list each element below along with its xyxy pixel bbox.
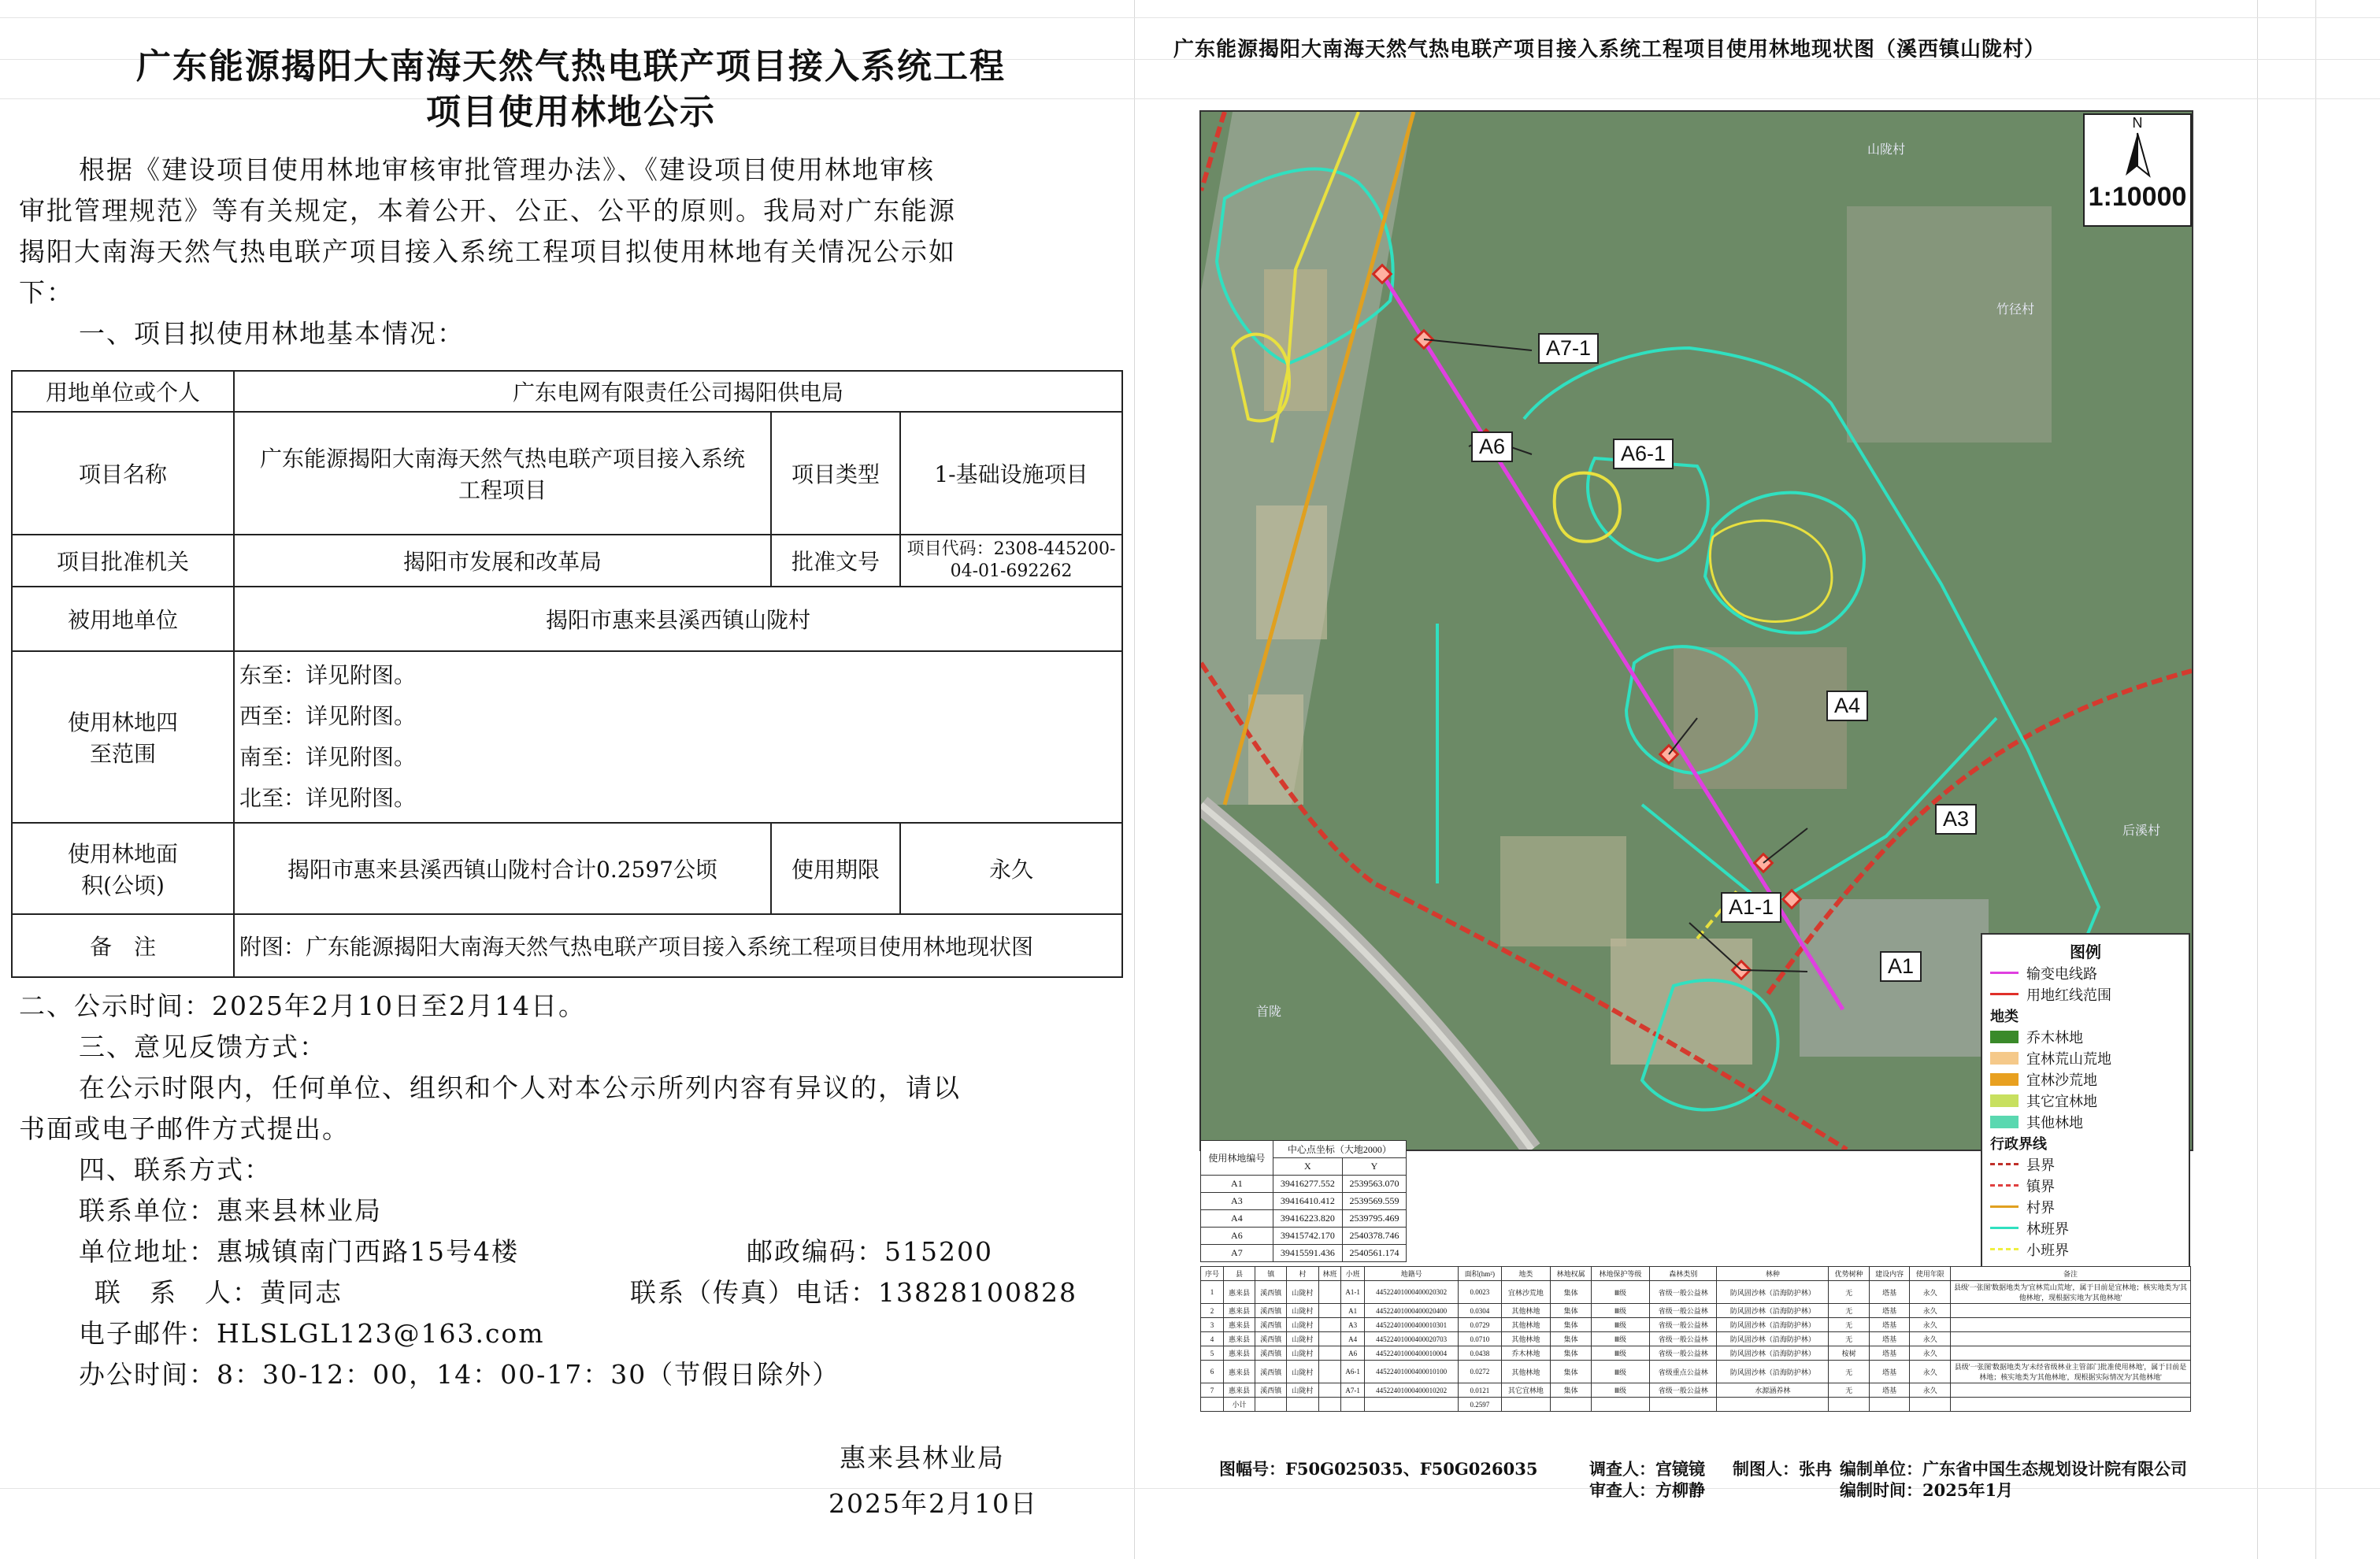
- table-label: 使用林地四至范围: [12, 651, 234, 823]
- table-cell: A6: [1341, 1346, 1365, 1361]
- table-cell: 44522401000400010100: [1364, 1361, 1458, 1383]
- intro-line: 审批管理规范》等有关规定，本着公开、公正、公平的原则。我局对广东能源: [19, 195, 956, 226]
- table-cell: 山陇村: [1287, 1318, 1318, 1332]
- class-swatch: [1990, 1094, 2019, 1107]
- table-cell: 集体: [1551, 1361, 1592, 1383]
- table-cell: 山陇村: [1287, 1383, 1318, 1398]
- table-cell: 44522401000400020703: [1364, 1332, 1458, 1346]
- table-cell: [1869, 1398, 1910, 1412]
- tower-label-a1-1[interactable]: A1-1: [1721, 892, 1781, 923]
- boundary-west: 西至：详见附图。: [239, 703, 417, 729]
- legend-item: 宜林荒山荒地: [1982, 1047, 2189, 1068]
- table-cell: Ⅲ级: [1591, 1346, 1649, 1361]
- contact-email: 电子邮件：HLSLGL123@163.com: [79, 1318, 545, 1349]
- tower-label-a1[interactable]: A1: [1880, 951, 1922, 982]
- table-cell: 溪西镇: [1255, 1346, 1287, 1361]
- table-value: 1-基础设施项目: [900, 412, 1122, 535]
- map-title: 广东能源揭阳大南海天然气热电联产项目接入系统工程项目使用林地现状图（溪西镇山陇村）: [1173, 38, 2046, 61]
- table-cell: 防风固沙林（沿海防护林）: [1717, 1361, 1829, 1383]
- table-value: 广东电网有限责任公司揭阳供电局: [234, 371, 1122, 412]
- table-cell: [1717, 1398, 1829, 1412]
- table-cell: 集体: [1551, 1318, 1592, 1332]
- table-cell: [1551, 1398, 1592, 1412]
- table-value: 广东能源揭阳大南海天然气热电联产项目接入系统工程项目: [234, 412, 771, 535]
- table-label: 项目类型: [771, 412, 900, 535]
- table-row: [1201, 1383, 2191, 1398]
- table-cell: 桉树: [1829, 1346, 1870, 1361]
- table-value: 揭阳市惠来县溪西镇山陇村合计0.2597公顷: [234, 823, 771, 914]
- table-cell: 惠来县: [1223, 1318, 1255, 1332]
- table-cell: 小计: [1223, 1398, 1255, 1412]
- table-cell: 省级一般公益林: [1649, 1318, 1716, 1332]
- sheet-gridline: [2315, 0, 2316, 1559]
- legend-item: 其他林地: [1982, 1111, 2189, 1132]
- table-cell: 溪西镇: [1255, 1318, 1287, 1332]
- table-row: [1201, 1398, 2191, 1412]
- table-label: 被用地单位: [12, 587, 234, 651]
- reviewer: 审查人：方柳静: [1589, 1480, 1705, 1500]
- coord-header: 使用林地编号: [1201, 1141, 1273, 1176]
- table-cell: 其它宜林地: [1501, 1383, 1551, 1398]
- table-cell: 惠来县: [1223, 1383, 1255, 1398]
- table-label: 批准文号: [771, 535, 900, 587]
- table-cell: A7-1: [1341, 1383, 1365, 1398]
- table-cell: 44522401000400020302: [1364, 1281, 1458, 1304]
- table-cell: [1364, 1398, 1458, 1412]
- table-label: 使用期限: [771, 823, 900, 914]
- tower-label-a3[interactable]: A3: [1935, 804, 1977, 835]
- table-cell: 3: [1201, 1318, 1224, 1332]
- intro-line: 根据《建设项目使用林地审核审批管理办法》、《建设项目使用林地审核: [79, 154, 935, 185]
- table-cell: 省级一般公益林: [1649, 1346, 1716, 1361]
- table-cell: 山陇村: [1287, 1332, 1318, 1346]
- sheet-gridline: [0, 17, 2380, 18]
- compiling-unit: 编制单位：广东省中国生态规划设计院有限公司: [1840, 1459, 2187, 1479]
- table-header-cell: 林种: [1717, 1267, 1829, 1281]
- table-cell: 山陇村: [1287, 1304, 1318, 1318]
- feedback-text: 在公示时限内，任何单位、组织和个人对本公示所列内容有异议的，请以: [79, 1072, 961, 1103]
- table-header-cell: 建设内容: [1869, 1267, 1910, 1281]
- table-cell: [1318, 1318, 1341, 1332]
- tower-label-a6-1[interactable]: A6-1: [1613, 439, 1674, 469]
- table-cell: 塔基: [1869, 1281, 1910, 1304]
- table-cell: 44522401000400020400: [1364, 1304, 1458, 1318]
- intro-line: 揭阳大南海天然气热电联产项目接入系统工程项目拟使用林地有关情况公示如: [19, 236, 956, 267]
- table-cell: 省级一般公益林: [1649, 1281, 1716, 1304]
- office-hours: 办公时间：8：30-12：00，14：00-17：30（节假日除外）: [79, 1359, 840, 1390]
- table-cell: [1649, 1398, 1716, 1412]
- table-header-cell: 备注: [1951, 1267, 2191, 1281]
- coord-header: Y: [1342, 1158, 1406, 1176]
- signature: 惠来县林业局: [840, 1442, 1005, 1473]
- table-row: A1 39416277.552 2539563.070: [1201, 1176, 1407, 1193]
- table-cell: Ⅲ级: [1591, 1332, 1649, 1346]
- sheet-number: 图幅号：F50G025035、F50G026035: [1219, 1459, 1538, 1479]
- table-cell: 塔基: [1869, 1361, 1910, 1383]
- table-cell: 集体: [1551, 1281, 1592, 1304]
- feedback-text: 书面或电子邮件方式提出。: [19, 1113, 350, 1144]
- table-row: [1201, 1332, 2191, 1346]
- table-cell: [1318, 1383, 1341, 1398]
- table-cell: 永久: [1910, 1361, 1951, 1383]
- table-cell: [1201, 1398, 1224, 1412]
- table-value: 项目代码：2308-445200-04-01-692262: [900, 535, 1122, 587]
- table-cell: 塔基: [1869, 1383, 1910, 1398]
- table-cell: 防风固沙林（沿海防护林）: [1717, 1304, 1829, 1318]
- table-value: 永久: [900, 823, 1122, 914]
- table-value: 揭阳市发展和改革局: [234, 535, 771, 587]
- table-cell: 0.0121: [1459, 1383, 1501, 1398]
- table-cell: 溪西镇: [1255, 1383, 1287, 1398]
- table-cell: 无: [1829, 1304, 1870, 1318]
- sheet-gridline: [2257, 0, 2258, 1559]
- table-cell: Ⅲ级: [1591, 1318, 1649, 1332]
- table-cell: 惠来县: [1223, 1332, 1255, 1346]
- boundary-swatch: [1990, 1205, 2019, 1208]
- table-cell: A3: [1341, 1318, 1365, 1332]
- line-route-swatch: [1990, 972, 2019, 974]
- notice-title-line2: 项目使用林地公示: [426, 92, 716, 132]
- place-name: 竹径村: [1996, 303, 2035, 317]
- place-name: 山陇村: [1867, 143, 1906, 157]
- table-cell: 0.0272: [1459, 1361, 1501, 1383]
- table-row: [1201, 1346, 2191, 1361]
- table-header-cell: 林地保护等级: [1591, 1267, 1649, 1281]
- table-cell: 惠来县: [1223, 1281, 1255, 1304]
- table-row: [1201, 1304, 2191, 1318]
- table-cell: 1: [1201, 1281, 1224, 1304]
- north-arrow-icon: [2085, 131, 2190, 179]
- table-header-cell: 优势树种: [1829, 1267, 1870, 1281]
- table-row: A3 39416410.412 2539569.559: [1201, 1193, 1407, 1210]
- table-cell: A4: [1341, 1332, 1365, 1346]
- sheet-gridline: [0, 1488, 2380, 1489]
- table-cell: 县级'一张图'数据地类为'宜林荒山荒地'，属于目前是宜林地；核实地类为'其他林地'，现根据实地为'其他林地': [1951, 1281, 2191, 1304]
- legend-section: 行政界线: [1990, 1135, 2047, 1153]
- center-coordinate-table: [1200, 1140, 1407, 1262]
- place-name: 首陇: [1256, 1005, 1282, 1019]
- parcel-detail-table: [1200, 1266, 2191, 1412]
- table-row: A6 39415742.170 2540378.746: [1201, 1228, 1407, 1245]
- legend-item: 小班界: [1982, 1239, 2189, 1260]
- tower-label-a7-1[interactable]: A7-1: [1538, 333, 1599, 364]
- table-cell: 省级重点公益林: [1649, 1361, 1716, 1383]
- contact-person: 联 系 人：黄同志: [95, 1277, 343, 1308]
- table-cell: Ⅲ级: [1591, 1383, 1649, 1398]
- table-cell: 6: [1201, 1361, 1224, 1383]
- table-cell: 防风固沙林（沿海防护林）: [1717, 1346, 1829, 1361]
- section-heading: 三、意见反馈方式：: [79, 1031, 327, 1062]
- table-cell: 省级一般公益林: [1649, 1383, 1716, 1398]
- intro-line: 下：: [19, 277, 74, 308]
- contact-address: 单位地址：惠城镇南门西路15号4楼: [79, 1236, 519, 1267]
- table-cell: 永久: [1910, 1383, 1951, 1398]
- table-cell: Ⅲ级: [1591, 1281, 1649, 1304]
- table-cell: [1318, 1346, 1341, 1361]
- table-cell: 无: [1829, 1281, 1870, 1304]
- map-legend: [1981, 933, 2190, 1271]
- legend-item: 林班界: [1982, 1217, 2189, 1239]
- table-header-cell: 面积(hm²): [1459, 1267, 1501, 1281]
- table-cell: [1951, 1398, 2191, 1412]
- contact-phone: 联系（传真）电话：13828100828: [630, 1277, 1077, 1308]
- table-cell: 0.2597: [1459, 1398, 1501, 1412]
- table-cell: 永久: [1910, 1304, 1951, 1318]
- table-cell: [1829, 1398, 1870, 1412]
- table-cell: 无: [1829, 1318, 1870, 1332]
- legend-item: 宜林沙荒地: [1982, 1068, 2189, 1090]
- table-cell: [1255, 1398, 1287, 1412]
- table-cell: Ⅲ级: [1591, 1304, 1649, 1318]
- table-cell: 5: [1201, 1346, 1224, 1361]
- drafter: 制图人：张冉: [1733, 1459, 1832, 1479]
- boundary-north: 北至：详见附图。: [239, 785, 417, 811]
- table-header-cell: 小班: [1341, 1267, 1365, 1281]
- table-row: [1201, 1318, 2191, 1332]
- section-heading: 一、项目拟使用林地基本情况：: [79, 318, 465, 349]
- table-cell: 溪西镇: [1255, 1332, 1287, 1346]
- legend-item: 村界: [1982, 1196, 2189, 1217]
- table-header-cell: 使用年限: [1910, 1267, 1951, 1281]
- table-header-cell: 地类: [1501, 1267, 1551, 1281]
- table-cell: 塔基: [1869, 1332, 1910, 1346]
- compiling-date: 编制时间：2025年1月: [1840, 1480, 2014, 1500]
- boundary-east: 东至：详见附图。: [239, 662, 417, 688]
- table-cell: 宜林沙荒地: [1501, 1281, 1551, 1304]
- table-cell: 塔基: [1869, 1304, 1910, 1318]
- table-label: 用地单位或个人: [12, 371, 234, 412]
- table-cell: 0.0729: [1459, 1318, 1501, 1332]
- north-arrow-box: [2083, 113, 2192, 227]
- class-swatch: [1990, 1116, 2019, 1128]
- table-header-cell: 森林类别: [1649, 1267, 1716, 1281]
- legend-item: 县界: [1982, 1154, 2189, 1175]
- land-use-info-table: [11, 370, 1123, 978]
- table-cell: 7: [1201, 1383, 1224, 1398]
- table-header-cell: 镇: [1255, 1267, 1287, 1281]
- table-cell: 其他林地: [1501, 1332, 1551, 1346]
- table-label: 项目名称: [12, 412, 234, 535]
- table-cell: [1318, 1398, 1341, 1412]
- table-cell: 永久: [1910, 1318, 1951, 1332]
- legend-item: 乔木林地: [1982, 1026, 2189, 1047]
- legend-section: 地类: [1990, 1008, 2019, 1025]
- table-cell: 永久: [1910, 1281, 1951, 1304]
- tower-label-a4[interactable]: A4: [1826, 691, 1868, 721]
- table-cell: [1591, 1398, 1649, 1412]
- table-cell: 溪西镇: [1255, 1281, 1287, 1304]
- table-cell: 山陇村: [1287, 1346, 1318, 1361]
- boundary-south: 南至：详见附图。: [239, 744, 417, 770]
- table-header-cell: 村: [1287, 1267, 1318, 1281]
- contact-unit: 联系单位：惠来县林业局: [79, 1195, 382, 1226]
- table-cell: 塔基: [1869, 1318, 1910, 1332]
- table-cell: 无: [1829, 1332, 1870, 1346]
- table-cell: 其他林地: [1501, 1304, 1551, 1318]
- table-cell: 防风固沙林（沿海防护林）: [1717, 1332, 1829, 1346]
- legend-item: 镇界: [1982, 1175, 2189, 1196]
- table-cell: 县级'一张图'数据地类为'未经省级林业主管部门批准使用林地'，属于目前是林地；核实地类为'其他林地'，现根据实际情况为'其他林地': [1951, 1361, 2191, 1383]
- table-cell: 山陇村: [1287, 1361, 1318, 1383]
- class-swatch: [1990, 1073, 2019, 1086]
- table-cell: 永久: [1910, 1346, 1951, 1361]
- table-cell: 集体: [1551, 1383, 1592, 1398]
- class-swatch: [1990, 1052, 2019, 1065]
- table-cell: 乔木林地: [1501, 1346, 1551, 1361]
- notice-date: 2025年2月10日: [829, 1488, 1038, 1519]
- class-swatch: [1990, 1031, 2019, 1043]
- table-cell: 省级一般公益林: [1649, 1332, 1716, 1346]
- table-cell: 溪西镇: [1255, 1361, 1287, 1383]
- table-cell: [1318, 1332, 1341, 1346]
- north-label: N: [2132, 115, 2143, 131]
- table-cell: 4: [1201, 1332, 1224, 1346]
- table-cell: [1951, 1383, 2191, 1398]
- table-cell: 集体: [1551, 1346, 1592, 1361]
- section-heading: 四、联系方式：: [79, 1154, 272, 1185]
- notice-title-line1: 广东能源揭阳大南海天然气热电联产项目接入系统工程: [136, 46, 1006, 87]
- table-cell: 44522401000400010301: [1364, 1318, 1458, 1332]
- table-cell: 0.0710: [1459, 1332, 1501, 1346]
- boundary-swatch: [1990, 1227, 2019, 1229]
- table-row: A4 39416223.820 2539795.469: [1201, 1210, 1407, 1228]
- legend-item: 用地红线范围: [1982, 983, 2189, 1005]
- table-cell: 惠来县: [1223, 1304, 1255, 1318]
- sheet-gridline: [1134, 0, 1135, 1559]
- table-cell: 44522401000400010004: [1364, 1346, 1458, 1361]
- table-cell: 0.0023: [1459, 1281, 1501, 1304]
- boundary-swatch: [1990, 1184, 2019, 1187]
- red-line-swatch: [1990, 993, 2019, 995]
- table-cell: A1: [1341, 1304, 1365, 1318]
- table-cell: Ⅲ级: [1591, 1361, 1649, 1383]
- table-header-cell: 地籍号: [1364, 1267, 1458, 1281]
- table-header-cell: 林地权属: [1551, 1267, 1592, 1281]
- table-header-cell: 林班: [1318, 1267, 1341, 1281]
- table-cell: [1951, 1304, 2191, 1318]
- table-cell: [1318, 1304, 1341, 1318]
- section-heading: 二、公示时间：2025年2月10日至2月14日。: [19, 991, 586, 1021]
- table-value: 揭阳市惠来县溪西镇山陇村: [234, 587, 1122, 651]
- table-cell: [1951, 1332, 2191, 1346]
- legend-title: 图例: [2070, 942, 2101, 961]
- coord-header: 中心点坐标（大地2000）: [1273, 1141, 1406, 1158]
- table-value: 附图：广东能源揭阳大南海天然气热电联产项目接入系统工程项目使用林地现状图: [234, 914, 1122, 977]
- table-header-row: [1201, 1267, 2191, 1281]
- table-label: 使用林地面积(公顷): [12, 823, 234, 914]
- table-row: [1201, 1281, 2191, 1304]
- table-cell: 无: [1829, 1383, 1870, 1398]
- tower-label-a6[interactable]: A6: [1471, 431, 1513, 462]
- table-cell: [1318, 1281, 1341, 1304]
- table-cell: 44522401000400010202: [1364, 1383, 1458, 1398]
- map-scale: 1:10000: [2088, 182, 2187, 212]
- surveyor: 调查人：宫镜镜: [1589, 1459, 1705, 1479]
- table-cell: 惠来县: [1223, 1361, 1255, 1383]
- table-cell: [1910, 1398, 1951, 1412]
- boundary-cell: [234, 651, 1122, 823]
- table-cell: 防风固沙林（沿海防护林）: [1717, 1318, 1829, 1332]
- table-cell: 无: [1829, 1361, 1870, 1383]
- table-cell: [1341, 1398, 1365, 1412]
- table-cell: 永久: [1910, 1332, 1951, 1346]
- table-header-cell: 县: [1223, 1267, 1255, 1281]
- table-cell: 溪西镇: [1255, 1304, 1287, 1318]
- legend-item: 其它宜林地: [1982, 1090, 2189, 1111]
- table-cell: 塔基: [1869, 1346, 1910, 1361]
- contact-postcode: 邮政编码：515200: [747, 1236, 993, 1267]
- table-cell: 山陇村: [1287, 1281, 1318, 1304]
- table-cell: 惠来县: [1223, 1346, 1255, 1361]
- table-cell: A1-1: [1341, 1281, 1365, 1304]
- table-cell: 集体: [1551, 1304, 1592, 1318]
- table-cell: [1287, 1398, 1318, 1412]
- boundary-swatch: [1990, 1248, 2019, 1250]
- table-cell: [1951, 1318, 2191, 1332]
- coord-header: X: [1273, 1158, 1342, 1176]
- table-cell: 防风固沙林（沿海防护林）: [1717, 1281, 1829, 1304]
- table-row: A7 39415591.436 2540561.174: [1201, 1245, 1407, 1262]
- table-cell: 0.0304: [1459, 1304, 1501, 1318]
- table-label: 项目批准机关: [12, 535, 234, 587]
- table-cell: 其他林地: [1501, 1318, 1551, 1332]
- table-cell: A6-1: [1341, 1361, 1365, 1383]
- table-cell: 水源涵养林: [1717, 1383, 1829, 1398]
- boundary-swatch: [1990, 1163, 2019, 1165]
- table-cell: 0.0438: [1459, 1346, 1501, 1361]
- table-cell: 其他林地: [1501, 1361, 1551, 1383]
- table-header-cell: 序号: [1201, 1267, 1224, 1281]
- table-cell: [1501, 1398, 1551, 1412]
- table-label: 备 注: [12, 914, 234, 977]
- place-name: 后溪村: [2122, 824, 2161, 838]
- table-cell: [1318, 1361, 1341, 1383]
- table-cell: 集体: [1551, 1332, 1592, 1346]
- table-cell: 省级一般公益林: [1649, 1304, 1716, 1318]
- table-cell: [1951, 1346, 2191, 1361]
- table-cell: 2: [1201, 1304, 1224, 1318]
- table-row: [1201, 1361, 2191, 1383]
- legend-item: 输变电线路: [1982, 962, 2189, 983]
